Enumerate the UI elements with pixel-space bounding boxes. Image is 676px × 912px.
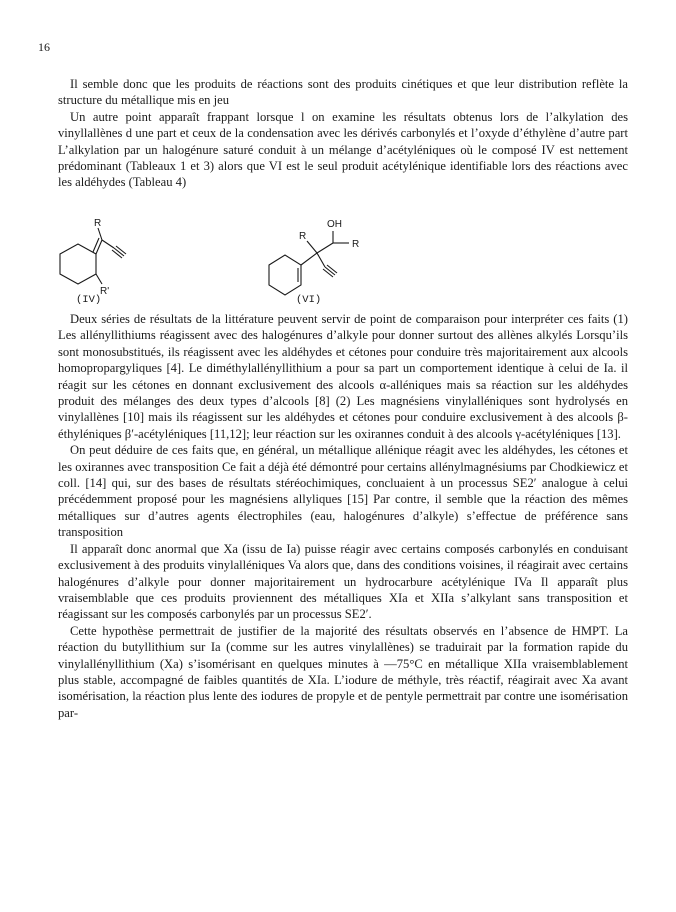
page-number: 16 xyxy=(38,40,50,54)
structure-iv-label: (IV) xyxy=(76,294,102,306)
paragraph: Il apparaît donc anormal que Xa (issu de Ia) puisse réagir avec certains composés carbonylés en conduisant exclusivement à des produits vinylalléniques Va alors que, dans des conditions voisines, il réagirait avec certains halogénures d’alkyle pour donner majoritairement un hydrocarbure acétylénique IVa Il apparaît plus vraisemblable que ces produits proviennent des métalliques XIa et XIIa s’alkylant sans transposition et réagissant sur les composés carbonylés par un processus SE2′. xyxy=(58,541,628,622)
structure-vi-r1-label: R xyxy=(299,231,307,242)
structure-iv-r-prime-label: R' xyxy=(100,286,110,297)
top-text-block xyxy=(58,76,628,191)
paragraph: Cette hypothèse permettrait de justifier de la majorité des résultats observés en l’absence de HMPT. La réaction du butyllithium sur Ia (comme sur les autres vinylallènes) se traduirait par la formation rapide du vinylallényllithium (Xa) s’isomérisant en quelques minutes à —75°C en métallique XIIa vraisemblablement plus stable, accompagné de faibles quantités de XIa. L’iodure de méthyle, très réactif, réagirait avec Xa avant isomérisation, la réaction plus lente des iodures de propyle et de pentyle permettrait par contre une isomérisation par- xyxy=(58,623,628,720)
paragraph: On peut déduire de ces faits que, en général, un métallique allénique réagit avec les aldéhydes, les cétones et les oxirannes avec transposition Ce fait a déjà été démontré pour certains allénylmagnésiums par Chodkiewicz et coll. [14] qui, sur des bases de résultats stéréochimiques, concluaient à un processus SE2′ analogue à celui précédemment proposé pour les magnésiens allyliques [15] Par contre, il semble que la réaction des mêmes métalliques sur d’autres agents électrophiles (eau, halogénures d’alkyle) s’effectue de préférence sans transposition xyxy=(58,443,628,540)
structure-vi-oh-label: OH xyxy=(327,219,342,230)
paragraph: Il semble donc que les produits de réactions sont des produits cinétiques et que leur distribution reflète la structure du métallique mis en jeu xyxy=(58,77,628,108)
structure-iv-r-label: R xyxy=(94,218,102,229)
structure-vi-diagram xyxy=(255,213,385,307)
paragraph: Deux séries de résultats de la littérature peuvent servir de point de comparaison pour interpréter ces faits (1) Les allényllithiums réagissent avec des halogénures d’alkyle pour donner surtout des allènes alkylés Lorsqu’ils sont monosubstitués, ils réagissent avec les aldéhydes et cétones pour conduire très majoritairement aux alcools homopropargyliques [4]. Le diméthylallényllithium a pour sa part un comportement identique à celui de Ia. il réagit sur les cétones en donnant exclusivement des alcools α-alléniques mais sa réaction sur les aldéhydes produit des mélanges des deux types d’alcools [8] (2) Les magnésiens vinylalléniques sont hydrolysés en vinylallènes [10] mais ils réagissent sur les aldéhydes et cétones pour conduire exclusivement à des alcools β-éthyléniques β′-acétyléniques [11,12]; leur réaction sur les oxirannes conduit à des alcools γ-acétyléniques [13]. xyxy=(58,312,628,441)
structure-iv-diagram xyxy=(40,214,160,306)
structure-vi-r2-label: R xyxy=(352,239,360,250)
structure-vi-label: (VI) xyxy=(296,294,322,306)
paragraph: Un autre point apparaît frappant lorsque l on examine les résultats obtenus lors de l’alkylation des vinyllallènes d une part et ceux de la condensation avec les dérivés carbonylés et l’oxyde d’éthylène d’autre part L’alkylation par un halogénure saturé conduit à un mélange d’acétyléniques où le composé IV est nettement prédominant (Tableaux 1 et 3) alors que VI est le seul produit acétylénique identifiable lors des réactions avec les aldéhydes (Tableau 4) xyxy=(58,109,628,190)
bottom-text-block xyxy=(58,311,628,721)
